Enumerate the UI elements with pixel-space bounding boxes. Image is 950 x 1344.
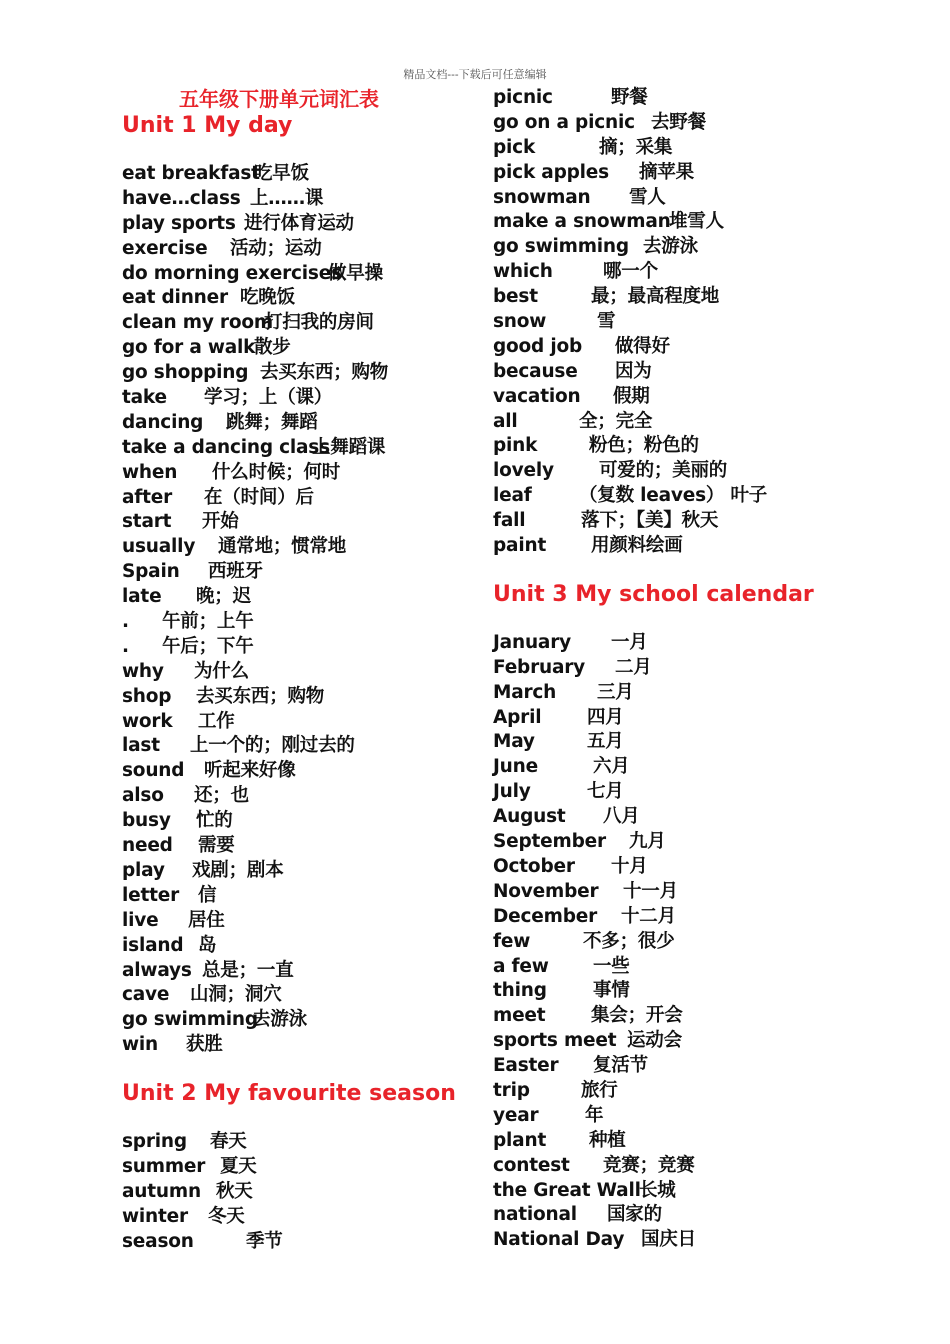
vocab-chinese: 哪一个 [603,261,658,283]
vocab-chinese: 吃早饭 [254,163,309,184]
vocab-english: which [493,261,553,283]
vocab-english: always [122,959,192,981]
vocab-chinese: 什么时候；何时 [212,461,341,483]
vocab-english: spring [122,1131,187,1153]
vocab-chinese: 工作 [198,710,235,732]
vocab-english: win [122,1034,159,1056]
vocab-entry [493,285,853,310]
vocab-entry [122,286,482,311]
vocab-entry [122,1180,482,1205]
vocab-chinese: 因为 [615,360,652,382]
vocab-chinese: 听起来好像 [204,760,296,782]
vocab-chinese: 去买东西；购物 [196,685,325,707]
vocab-entry [493,1129,853,1154]
vocab-entry [122,685,482,710]
vocab-chinese: 打扫我的房间 [264,312,374,334]
vocab-chinese: 摘；采集 [599,136,673,158]
vocab-chinese: 做早操 [328,262,383,284]
vocab-chinese: 去野餐 [651,111,706,133]
left-column [122,86,482,1255]
vocab-entry [493,979,853,1004]
vocab-english: letter [122,884,180,906]
vocab-english: snow [493,311,547,333]
vocab-entry [122,461,482,486]
vocab-chinese: 野餐 [611,87,648,108]
vocab-chinese: 秋天 [216,1180,253,1202]
vocab-entry [122,834,482,859]
vocab-entry [122,1130,482,1155]
vocab-entry [122,959,482,984]
vocab-english: pink [493,435,538,457]
vocab-entry [493,1104,853,1129]
vocab-chinese: 上一个的；刚过去的 [190,735,355,757]
vocab-english: vacation [493,385,581,407]
vocab-entry [493,410,853,435]
vocab-english: summer [122,1155,206,1177]
vocab-entry [493,210,853,235]
vocab-chinese: 运动会 [627,1030,682,1052]
vocab-english: pick [493,136,536,158]
vocab-chinese: 国庆日 [641,1229,696,1251]
vocab-entry [493,730,853,755]
vocab-entry [122,983,482,1008]
vocab-english: play sports [122,212,236,234]
vocab-entry [122,909,482,934]
vocab-english: March [493,681,557,703]
vocab-chinese: 国家的 [607,1204,662,1226]
vocab-entry [493,1054,853,1079]
vocab-chinese: 八月 [603,806,640,828]
vocab-entry [122,212,482,237]
vocab-english: all [493,410,518,432]
vocab-english: best [493,286,538,308]
vocab-english: the Great Wall [493,1179,641,1201]
vocab-entry [122,262,482,287]
vocab-chinese: 二月 [615,656,652,678]
vocab-english: go for a walk [122,337,256,359]
vocab-chinese: 春天 [210,1131,247,1153]
vocab-entry [493,484,853,509]
vocab-entry [493,111,853,136]
vocab-english: May [493,731,535,753]
vocab-english: August [493,806,566,828]
vocab-english: island [122,934,184,956]
vocab-english: trip [493,1079,530,1101]
vocab-chinese: 为什么 [194,660,249,682]
vocab-entry [493,459,853,484]
unit3-vocab-list [493,631,853,1253]
vocab-chinese: 居住 [188,909,225,931]
vocab-entry [122,237,482,262]
vocab-english: live [122,909,159,931]
vocab-chinese: 六月 [593,756,630,778]
vocab-english: a few [493,955,549,977]
vocab-chinese: 用颜料绘画 [591,535,683,557]
vocab-english: season [122,1230,194,1252]
vocab-english: Spain [122,561,180,583]
vocab-chinese: 摘苹果 [639,161,694,183]
vocab-english: go swimming [122,1009,258,1031]
vocab-english: good job [493,335,583,357]
vocab-chinese: 一些 [593,955,630,977]
vocab-english: late [122,586,162,608]
vocab-entry [493,360,853,385]
vocab-chinese: 还；也 [194,785,249,807]
unit3-heading: Unit 3 My school calendar [493,581,814,607]
vocab-english: go on a picnic [493,111,635,133]
vocab-entry [493,805,853,830]
vocab-chinese: 岛 [198,934,217,956]
vocab-entry [493,631,853,656]
vocab-chinese: 需要 [198,835,235,857]
vocab-entry [122,1155,482,1180]
vocab-chinese: 不多；很少 [583,930,675,952]
vocab-chinese: 总是；一直 [202,959,294,981]
vocab-chinese: 去买东西；购物 [260,362,389,384]
vocab-english: take [122,387,167,409]
vocab-entry [493,434,853,459]
document-title: 五年级下册单元词汇表 [179,87,379,111]
vocab-entry [122,486,482,511]
unit2-heading: Unit 2 My favourite season [122,1081,456,1107]
vocab-english: have…class [122,187,241,209]
vocab-english: start [122,511,172,533]
vocab-english: December [493,905,598,927]
vocab-chinese: 四月 [587,706,624,728]
vocab-english: go shopping [122,362,249,384]
vocab-english: after [122,486,173,508]
vocab-english: usually [122,536,196,558]
vocab-entry [122,884,482,909]
vocab-entry [493,1029,853,1054]
vocab-english: go swimming [493,236,629,258]
vocab-english: Easter [493,1055,559,1077]
vocab-chinese: 九月 [629,831,666,853]
vocab-english: year [493,1104,539,1126]
vocab-english: lovely [493,460,554,482]
vocab-chinese: 集会；开会 [591,1005,683,1027]
vocab-chinese: 去游泳 [643,236,698,258]
vocab-chinese: 十一月 [623,880,678,902]
vocab-english: busy [122,810,171,832]
vocab-entry [493,161,853,186]
vocab-entry [493,186,853,211]
vocab-entry [493,1079,853,1104]
vocab-english: make a snowman [493,211,671,233]
vocab-english: . [122,635,129,657]
vocab-entry [122,1033,482,1058]
vocab-chinese: 可爱的；美丽的 [599,460,728,482]
vocab-chinese: 活动；运动 [230,237,322,259]
vocab-entry [493,880,853,905]
vocab-entry [493,681,853,706]
vocab-chinese: 雪 [597,311,616,333]
vocab-entry [493,1228,853,1253]
vocab-chinese: （复数 leaves） 叶子 [579,485,768,507]
vocab-entry [122,535,482,560]
vocab-entry [493,1004,853,1029]
vocab-chinese: 复活节 [593,1055,648,1077]
vocab-english: picnic [493,87,553,108]
vocab-chinese: 全；完全 [579,410,653,432]
vocab-entry [122,386,482,411]
vocab-english: take a dancing class [122,436,330,458]
vocab-english: do morning exercises [122,262,342,284]
vocab-chinese: 种植 [589,1129,626,1151]
vocab-chinese: 上舞蹈课 [312,436,386,458]
vocab-entry [122,734,482,759]
vocab-chinese: 竞赛；竞赛 [603,1154,695,1176]
vocab-entry [493,1203,853,1228]
vocab-entry [493,1179,853,1204]
vocab-english: sound [122,760,185,782]
vocab-entry [493,905,853,930]
vocab-entry [493,335,853,360]
vocab-chinese: 雪人 [629,186,666,208]
vocab-chinese: 散步 [254,337,291,359]
vocab-english: also [122,785,164,807]
vocab-chinese: 落下；【美】秋天 [581,510,719,532]
vocab-entry [122,510,482,535]
vocab-english: autumn [122,1180,201,1202]
vocab-english: play [122,859,165,881]
vocab-chinese: 进行体育运动 [244,212,354,234]
vocab-english: National Day [493,1229,625,1251]
vocab-english: when [122,461,178,483]
vocab-english: paint [493,535,547,557]
vocab-entry [122,610,482,635]
vocab-english: clean my room [122,312,273,334]
vocab-entry [493,955,853,980]
vocab-english: meet [493,1005,546,1027]
vocab-entry [493,656,853,681]
vocab-english: need [122,835,173,857]
vocab-chinese: 做得好 [615,335,670,357]
vocab-entry [493,509,853,534]
vocab-chinese: 最；最高程度地 [591,286,720,308]
vocab-entry [493,534,853,559]
vocab-entry [122,660,482,685]
vocab-entry [493,830,853,855]
vocab-chinese: 年 [585,1104,604,1126]
vocab-english: July [493,781,531,803]
vocab-chinese: 上……课 [250,187,324,209]
vocab-chinese: 跳舞；舞蹈 [226,411,318,433]
vocab-entry [493,136,853,161]
unit1-heading: Unit 1 My day [122,113,293,138]
vocab-entry [122,635,482,660]
vocab-entry [122,759,482,784]
vocab-english: dancing [122,411,204,433]
vocab-english: few [493,930,531,952]
vocab-english: last [122,735,160,757]
vocab-chinese: 十二月 [621,905,676,927]
vocab-chinese: 事情 [593,980,630,1002]
vocab-entry [493,1154,853,1179]
vocab-entry [122,361,482,386]
vocab-entry [493,780,853,805]
vocab-english: sports meet [493,1030,617,1052]
vocab-english: November [493,880,599,902]
vocab-english: September [493,831,606,853]
vocab-chinese: 堆雪人 [669,211,724,233]
vocab-english: contest [493,1154,570,1176]
vocab-english: snowman [493,186,591,208]
vocab-chinese: 一月 [611,631,648,653]
vocab-chinese: 五月 [587,731,624,753]
vocab-chinese: 午前；上午 [162,611,254,633]
vocab-entry [122,784,482,809]
vocab-chinese: 通常地；惯常地 [218,536,347,558]
vocab-english: leaf [493,485,532,507]
vocab-chinese: 三月 [597,681,634,703]
vocab-chinese: 山洞；洞穴 [190,984,282,1006]
vocab-chinese: 十月 [611,855,648,877]
vocab-entry [493,930,853,955]
vocab-english: thing [493,980,547,1002]
vocab-entry [122,187,482,212]
vocab-entry [493,706,853,731]
vocab-chinese: 冬天 [208,1205,245,1227]
vocab-chinese: 学习；上（课） [204,387,333,409]
vocab-english: October [493,855,575,877]
vocab-chinese: 假期 [613,385,650,407]
vocab-english: fall [493,510,526,532]
vocab-chinese: 长城 [639,1179,676,1201]
vocab-entry [122,1230,482,1255]
vocab-chinese: 晚；迟 [196,586,251,608]
vocab-entry [122,560,482,585]
vocab-chinese: 忙的 [196,810,233,832]
vocab-english: June [493,756,538,778]
vocab-chinese: 开始 [202,511,239,533]
vocab-english: work [122,710,173,732]
unit2-vocab-list-continued [493,86,853,559]
vocab-english: eat breakfast [122,163,260,184]
vocab-english: plant [493,1129,547,1151]
vocab-entry [122,710,482,735]
vocab-entry [122,336,482,361]
vocab-english: exercise [122,237,208,259]
vocab-entry [493,755,853,780]
vocab-chinese: 在（时间）后 [204,486,314,508]
vocab-english: shop [122,685,172,707]
vocab-chinese: 夏天 [220,1155,257,1177]
vocab-entry [493,86,853,111]
right-column [493,86,853,1253]
vocab-chinese: 吃晚饭 [240,287,295,309]
unit2-vocab-list [122,1130,482,1254]
vocab-english: pick apples [493,161,609,183]
vocab-english: national [493,1204,577,1226]
vocab-english: January [493,631,571,653]
unit1-vocab-list [122,162,482,1058]
vocab-chinese: 去游泳 [252,1009,307,1031]
vocab-chinese: 七月 [587,781,624,803]
vocab-entry [493,855,853,880]
vocab-english: eat dinner [122,287,228,309]
vocab-entry [122,859,482,884]
header-note: 精品文档---下载后可任意编辑 [403,68,547,81]
vocab-english: February [493,656,586,678]
vocab-entry [122,162,482,187]
vocab-entry [493,310,853,335]
vocab-entry [122,1205,482,1230]
vocab-chinese: 旅行 [581,1079,618,1101]
vocab-chinese: 季节 [246,1230,283,1252]
vocab-english: winter [122,1205,188,1227]
vocab-chinese: 西班牙 [208,561,263,583]
vocab-entry [122,311,482,336]
vocab-entry [122,585,482,610]
vocab-chinese: 信 [198,884,217,906]
vocab-entry [122,411,482,436]
vocab-chinese: 午后；下午 [162,635,254,657]
vocab-chinese: 戏剧；剧本 [192,859,284,881]
vocab-chinese: 粉色；粉色的 [589,435,699,457]
vocab-chinese: 获胜 [186,1034,223,1056]
vocab-entry [122,436,482,461]
vocab-entry [122,809,482,834]
vocab-entry [493,385,853,410]
vocab-entry [493,260,853,285]
vocab-entry [122,934,482,959]
vocab-english: why [122,660,164,682]
vocab-english: April [493,706,542,728]
vocab-english: cave [122,984,170,1006]
vocab-entry [493,235,853,260]
vocab-english: . [122,611,129,633]
vocab-english: because [493,360,578,382]
vocab-entry [122,1008,482,1033]
